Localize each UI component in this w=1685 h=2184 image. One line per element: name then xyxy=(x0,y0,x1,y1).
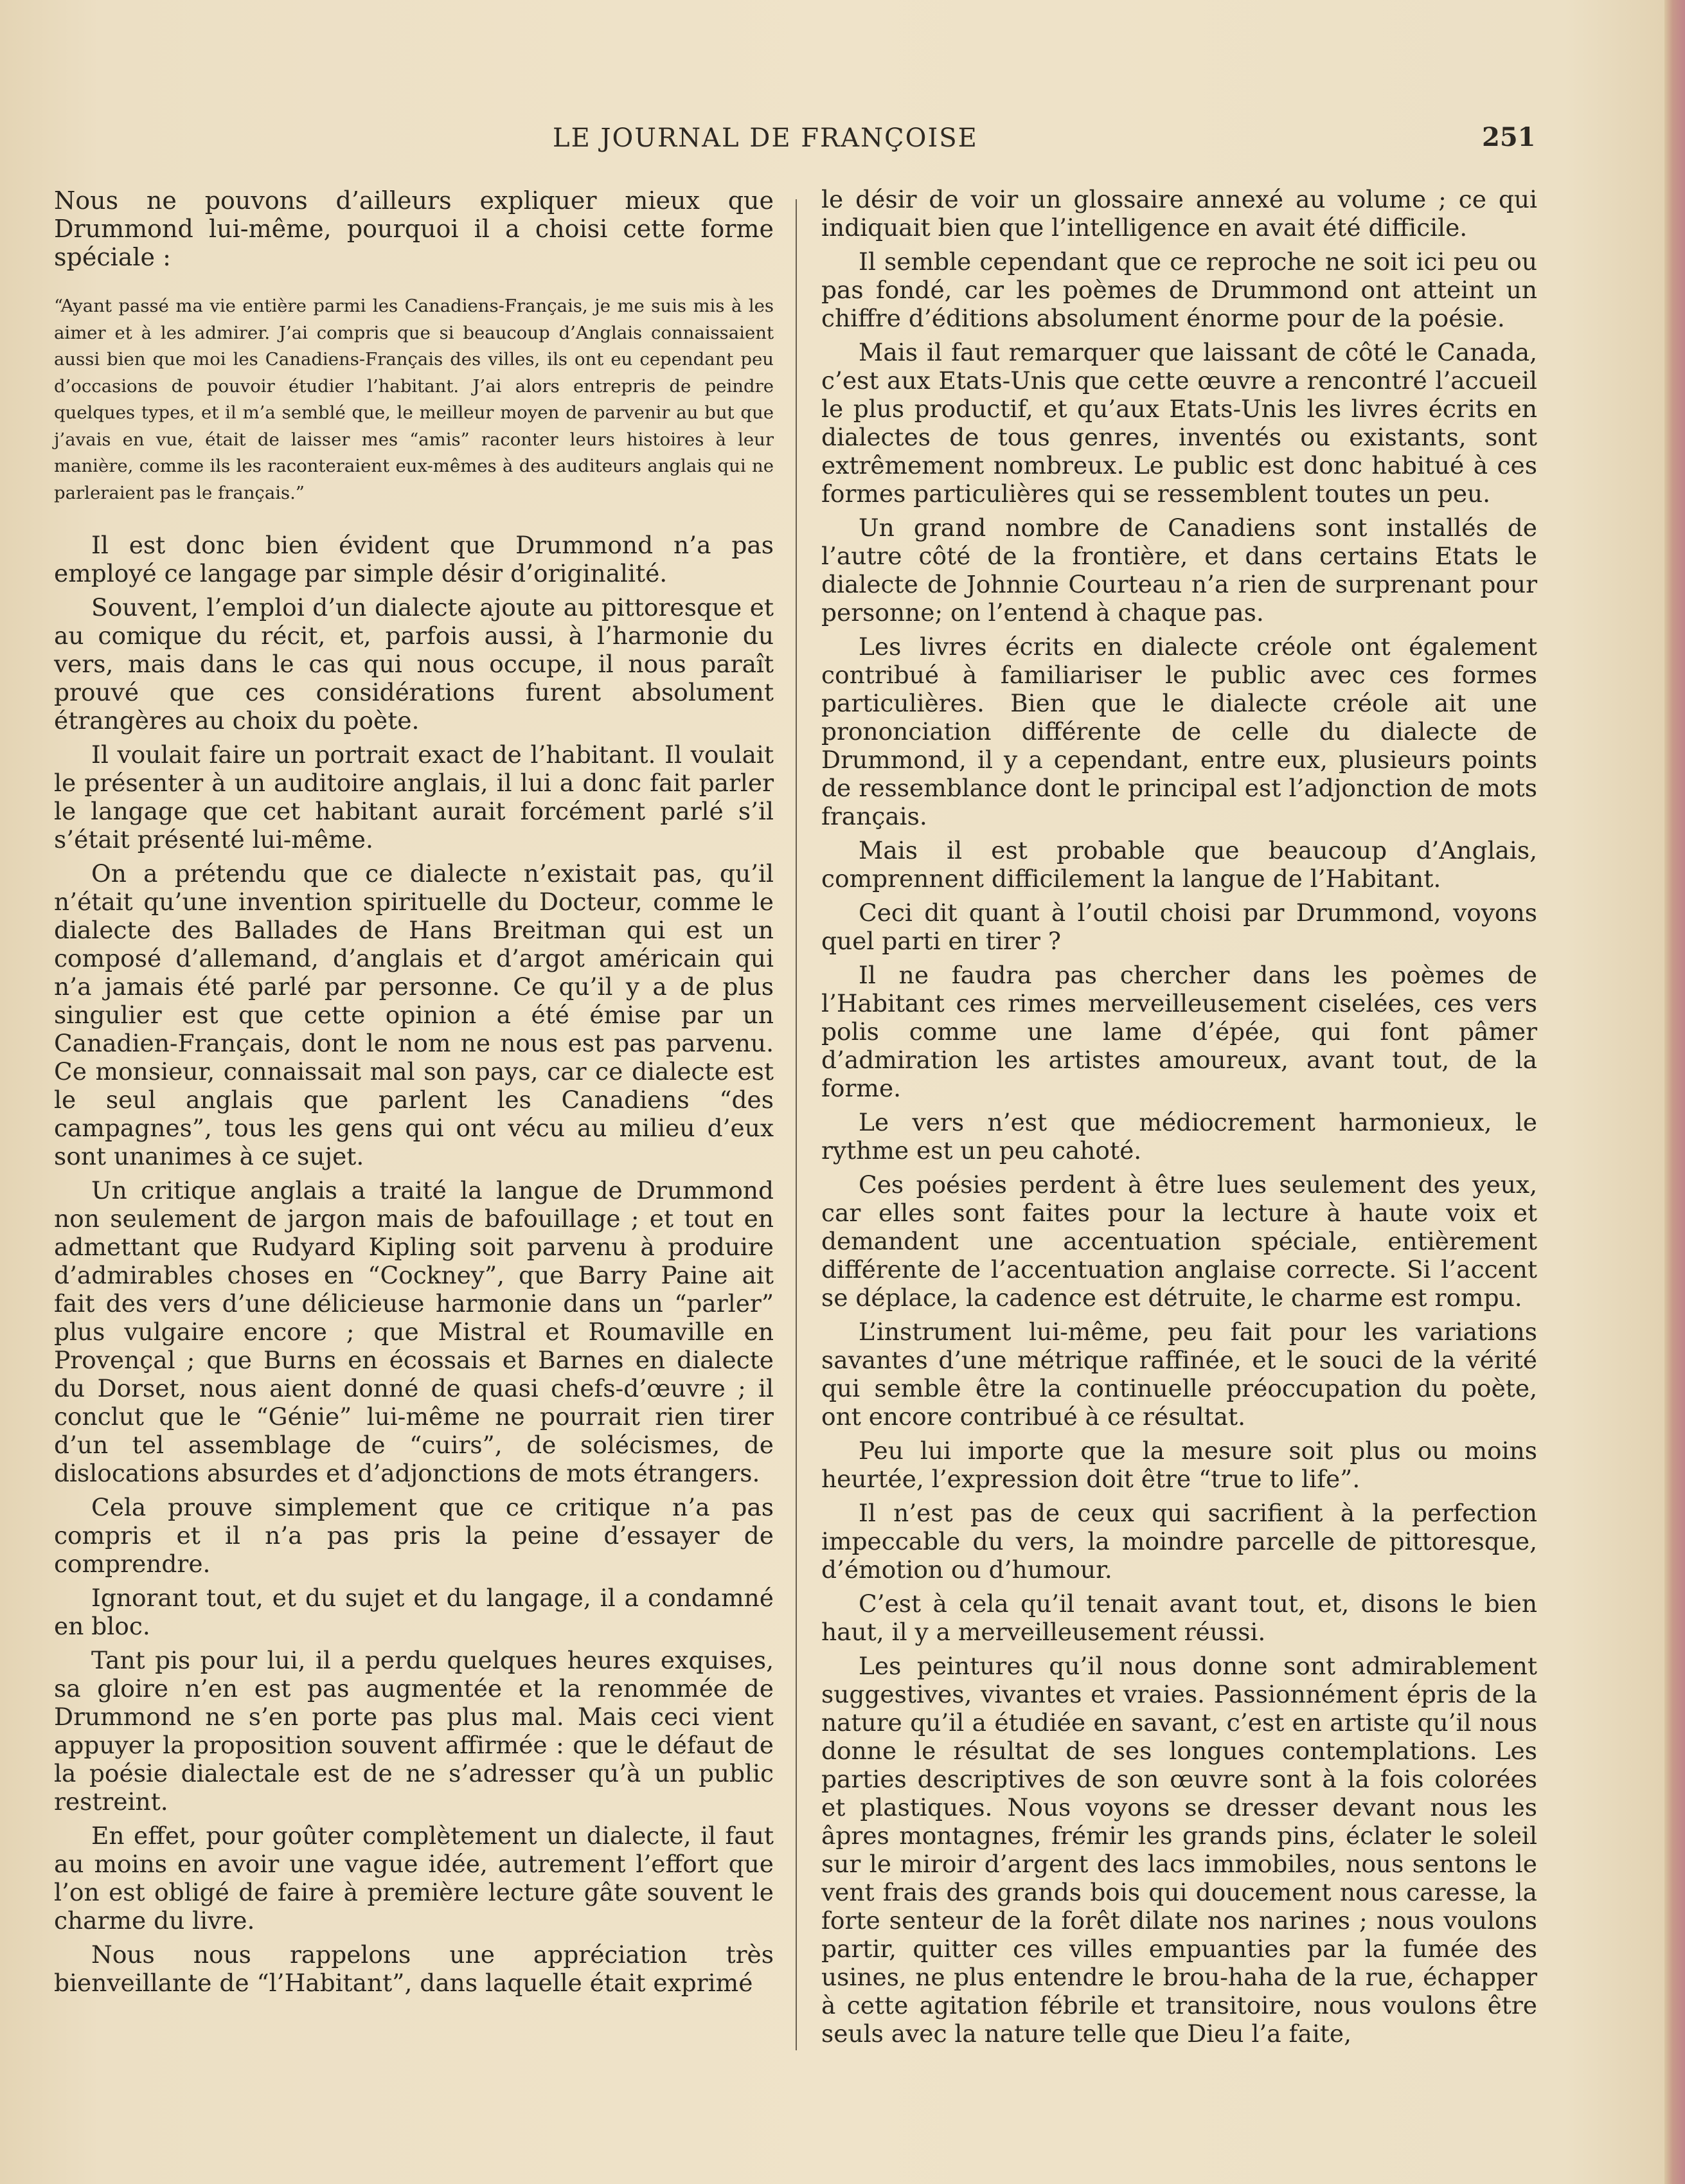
paragraph: Le vers n’est que médiocrement harmonieux, le rythme est un peu cahoté. xyxy=(821,1108,1537,1165)
paragraph: Il est donc bien évident que Drummond n’a pas employé ce langage par simple désir d’originalité. xyxy=(54,531,774,587)
paragraph: Ignorant tout, et du sujet et du langage, il a condamné en bloc. xyxy=(54,1584,774,1640)
paragraph: Les livres écrits en dialecte créole ont également contribué à familiariser le public avec ces formes particulières. Bien que le dialecte créole ait une prononciation différente de celle du dialecte de Drummond, il y a cependant, entre eux, plusieurs points de ressemblance dont le principal est l’adjonction de mots français. xyxy=(821,632,1537,830)
paragraph: Un grand nombre de Canadiens sont installés de l’autre côté de la frontière, et dans certains Etats le dialecte de Johnnie Courteau n’a rien de surprenant pour personne; on l’entend à chaque pas. xyxy=(821,514,1537,627)
paragraph: Il ne faudra pas chercher dans les poèmes de l’Habitant ces rimes merveilleusement ciselées, ces vers polis comme une lame d’épée, qui font pâmer d’admiration les artistes amoureux, avant tout, de la forme. xyxy=(821,961,1537,1102)
paragraph: En effet, pour goûter complètement un dialecte, il faut au moins en avoir une vague idée, autrement l’effort que l’on est obligé de faire à première lecture gâte souvent le charme du livre. xyxy=(54,1821,774,1935)
drummond-quote: “Ayant passé ma vie entière parmi les Canadiens-Français, je me suis mis à les aimer et à les admirer. J’ai compris que si beaucoup d’Anglais connaissaient aussi bien que moi les Canadiens-Français des villes, ils ont eu cependant peu d’occasions de pouvoir étudier l’habitant. J’ai alors entrepris de peindre quelques types, et il m’a semblé que, le meilleur moyen de parvenir au but que j’avais en vue, était de laisser mes “amis” raconter leurs histoires à leur manière, comme ils les raconteraient eux-mêmes à des auditeurs anglais qui ne parleraient pas le français.” xyxy=(54,296,774,503)
paragraph: Il n’est pas de ceux qui sacrifient à la perfection impeccable du vers, la moindre parcelle de pittoresque, d’émotion ou d’humour. xyxy=(821,1499,1537,1584)
paragraph: Ceci dit quant à l’outil choisi par Drummond, voyons quel parti en tirer ? xyxy=(821,899,1537,955)
paragraph: L’instrument lui-même, peu fait pour les variations savantes d’une métrique raffinée, et le souci de la vérité qui semble être la continuelle préoccupation du poète, ont encore contribué à ce résultat. xyxy=(821,1318,1537,1431)
continuation-paragraph: le désir de voir un glossaire annexé au volume ; ce qui indiquait bien que l’intelligence en avait été difficile. xyxy=(821,185,1537,242)
paragraph: Il semble cependant que ce reproche ne soit ici peu ou pas fondé, car les poèmes de Drummond ont atteint un chiffre d’éditions absolument énorme pour de la poésie. xyxy=(821,247,1537,332)
paragraph: Mais il faut remarquer que laissant de côté le Canada, c’est aux Etats-Unis que cette œuvre a rencontré l’accueil le plus productif, et qu’aux Etats-Unis les livres écrits en dialectes de tous genres, inventés ou existants, sont extrêmement nombreux. Le public est donc habitué à ces formes particulières qui se ressemblent toutes un peu. xyxy=(821,338,1537,508)
paragraph: Il voulait faire un portrait exact de l’habitant. Il voulait le présenter à un auditoire anglais, il lui a donc fait parler le langage que cet habitant aurait forcément parlé s’il s’était présenté lui-même. xyxy=(54,740,774,854)
paragraph: Cela prouve simplement que ce critique n’a pas compris et il n’a pas pris la peine d’essayer de comprendre. xyxy=(54,1493,774,1578)
paragraph: Nous nous rappelons une appréciation très bienveillante de “l’Habitant”, dans laquelle était exprimé xyxy=(54,1940,774,1997)
paragraph: Souvent, l’emploi d’un dialecte ajoute au pittoresque et au comique du récit, et, parfois aussi, à l’harmonie du vers, mais dans le cas qui nous occupe, il nous paraît prouvé que ces considérations furent absolument étrangères au choix du poète. xyxy=(54,593,774,735)
paragraph: Un critique anglais a traité la langue de Drummond non seulement de jargon mais de bafouillage ; et tout en admettant que Rudyard Kipling soit parvenu à produire d’admirables choses en “Cockney”, que Barry Paine ait fait des vers d’une délicieuse harmonie dans un “parler” plus vulgaire encore ; que Mistral et Roumaville en Provençal ; que Burns en écossais et Barnes en dialecte du Dorset, nous aient donné de quasi chefs-d’œuvre ; il conclut que le “Génie” lui-même ne pourrait rien tirer d’un tel assemblage de “cuirs”, de solécismes, de dislocations absurdes et d’adjonctions de mots étrangers. xyxy=(54,1176,774,1487)
right-column xyxy=(821,185,1537,2054)
paragraph: Tant pis pour lui, il a perdu quelques heures exquises, sa gloire n’en est pas augmentée et la renommée de Drummond ne s’en porte pas plus mal. Mais ceci vient appuyer la proposition souvent affirmée : que le défaut de la poésie dialectale est de ne s’adresser qu’à un public restreint. xyxy=(54,1646,774,1816)
paragraph: Les peintures qu’il nous donne sont admirablement suggestives, vivantes et vraies. Passionnément épris de la nature qu’il a étudiée en savant, c’est en artiste qu’il nous donne le résultat de ses longues contemplations. Les parties descriptives de son œuvre sont à la fois colorées et plastiques. Nous voyons se dresser devant nous les âpres montagnes, frémir les grands pins, éclater le soleil sur le miroir d’argent des lacs immobiles, nous sentons le vent frais des grands bois qui doucement nous caresse, la forte senteur de la forêt dilate nos narines ; nous voulons partir, quitter ces villes empuanties par la fumée des usines, ne plus entendre le brou-haha de la rue, échapper à cette agitation fébrile et transitoire, nous voulons être seuls avec la nature telle que Dieu l’a faite, xyxy=(821,1652,1537,2048)
paragraph: Mais il est probable que beaucoup d’Anglais, comprennent difficilement la langue de l’Habitant. xyxy=(821,836,1537,893)
paragraph: Peu lui importe que la mesure soit plus ou moins heurtée, l’expression doit être “true to life”. xyxy=(821,1437,1537,1493)
page-edge xyxy=(1664,0,1685,2184)
intro-paragraph: Nous ne pouvons d’ailleurs expliquer mieux que Drummond lui-même, pourquoi il a choisi cette forme spéciale : xyxy=(54,186,774,271)
running-title: LE JOURNAL DE FRANÇOISE xyxy=(553,123,978,153)
page-number: 251 xyxy=(1482,122,1536,152)
running-head xyxy=(0,116,1664,161)
paragraph: Ces poésies perdent à être lues seulement des yeux, car elles sont faites pour la lecture à haute voix et demandent une accentuation spéciale, entièrement différente de l’accentuation anglaise correcte. Si l’accent se déplace, la cadence est détruite, le charme est rompu. xyxy=(821,1170,1537,1312)
column-divider xyxy=(796,199,797,2050)
left-column xyxy=(54,186,774,2003)
paragraph: On a prétendu que ce dialecte n’existait pas, qu’il n’était qu’une invention spirituelle du Docteur, comme le dialecte des Ballades de Hans Breitman qui est un composé d’allemand, d’anglais et d’argot américain qui n’a jamais été parlé par personne. Ce qu’il y a de plus singulier est que cette opinion a été émise par un Canadien-Français, dont le nom ne nous est pas parvenu. Ce monsieur, connaissait mal son pays, car ce dialecte est le seul anglais que parlent les Canadiens “des campagnes”, tous les gens qui ont vécu au milieu d’eux sont unanimes à ce sujet. xyxy=(54,859,774,1170)
paragraph: C’est à cela qu’il tenait avant tout, et, disons le bien haut, il y a merveilleusement réussi. xyxy=(821,1589,1537,1646)
